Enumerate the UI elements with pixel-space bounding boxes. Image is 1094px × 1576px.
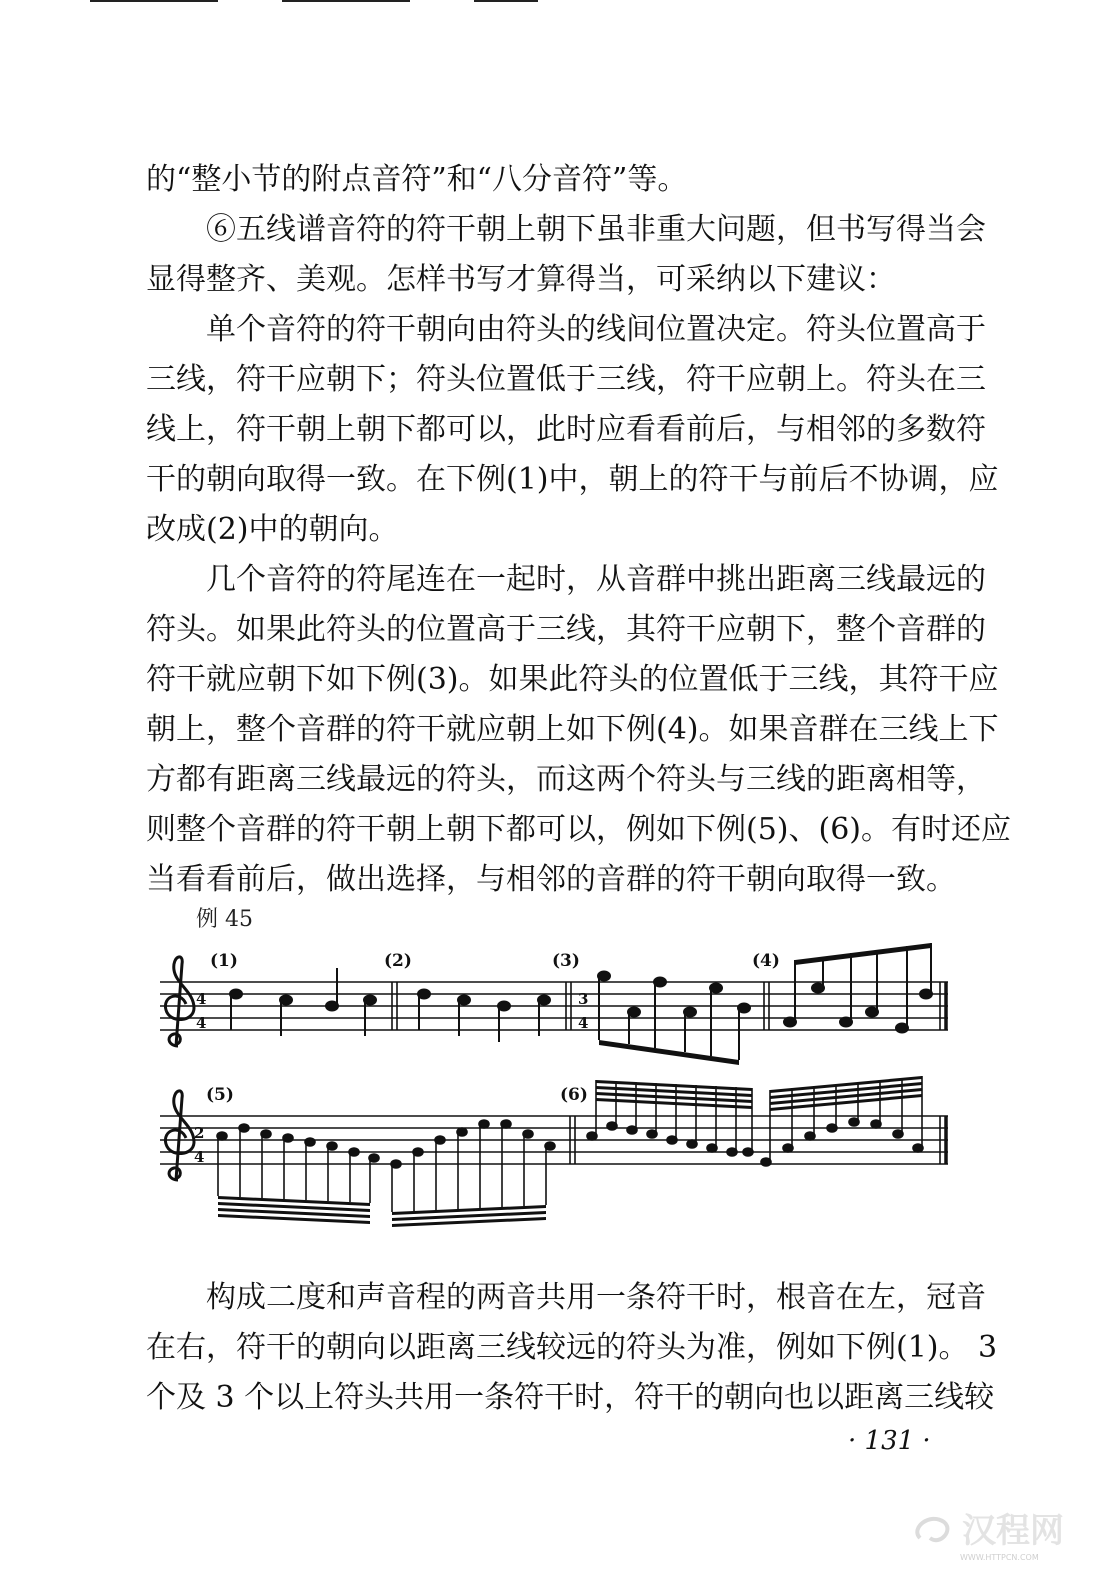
- example-number: (1): [210, 951, 238, 971]
- watermark-text: 汉程网: [962, 1511, 1064, 1551]
- paragraph-second-interval: [146, 1273, 998, 1423]
- example-number: (2): [384, 951, 412, 971]
- text-line: 构成二度和声音程的两音共用一条符干时，根音在左，冠音: [206, 1280, 986, 1315]
- time-signature-top: 2: [194, 1124, 205, 1142]
- example-5-notes: [391, 1120, 555, 1212]
- example-2-notes: [418, 990, 550, 1043]
- text-line: 方都有距离三线最远的符头，而这两个符头与三线的距离相等，: [146, 762, 986, 797]
- text-line: 改成(2)中的朝向。: [146, 512, 399, 547]
- text-line: 的“整小节的附点音符”和“八分音符”等。: [146, 162, 688, 197]
- example-number: (4): [752, 951, 780, 971]
- time-signature-top: 4: [196, 990, 207, 1008]
- treble-clef-icon: [165, 957, 194, 1046]
- text-line: 干的朝向取得一致。在下例(1)中，朝上的符干与前后不协调，应: [146, 462, 999, 497]
- example-number: (3): [552, 951, 580, 971]
- staff-system-2: [160, 1116, 948, 1164]
- text-line: ⑥五线谱音符的符干朝上朝下虽非重大问题，但书写得当会: [206, 212, 986, 247]
- time-signature-bottom: 4: [194, 1148, 205, 1166]
- time-signature-bottom: 4: [196, 1014, 207, 1032]
- text-line: 几个音符的符尾连在一起时，从音群中挑出距离三线最远的: [206, 562, 986, 597]
- staff-system-1: [160, 982, 948, 1030]
- watermark-logo: [900, 1498, 1090, 1568]
- example-number: (6): [560, 1085, 588, 1105]
- text-line: 符头。如果此符头的位置高于三线，其符干应朝下，整个音群的: [146, 612, 986, 647]
- beam-group: [392, 1205, 546, 1227]
- example-label: 例 45: [196, 907, 253, 932]
- beam: [795, 943, 931, 965]
- watermark-url: WWW.HTTPCN.COM: [960, 1553, 1039, 1562]
- beam-group: [596, 1080, 752, 1109]
- text-line: 当看看前后，做出选择，与相邻的音群的符干朝向取得一致。: [146, 862, 956, 897]
- text-line: 三线，符干应朝下；符头位置低于三线，符干应朝上。符头在三: [146, 362, 986, 397]
- text-line: 线上，符干朝上朝下都可以，此时应看看前后，与相邻的多数符: [146, 412, 986, 447]
- example-number: (5): [206, 1085, 234, 1105]
- text-line: 朝上，整个音群的符干就应朝上如下例(4)。如果音群在三线上下: [146, 712, 999, 747]
- watermark-swirl-icon: [917, 1519, 947, 1540]
- text-line: 则整个音群的符干朝上朝下都可以，例如下例(5)、(6)。有时还应: [146, 812, 1011, 847]
- treble-clef-icon: [165, 1091, 194, 1180]
- beam: [599, 1040, 739, 1065]
- text-line: 显得整齐、美观。怎样书写才算得当，可采纳以下建议：: [146, 262, 896, 297]
- text-line: 符干就应朝下如下例(3)。如果此符头的位置低于三线，其符干应: [146, 662, 999, 697]
- text-line: 在右，符干的朝向以距离三线较远的符头为准，例如下例(1)。 3: [146, 1330, 998, 1365]
- text-line: 个及 3 个以上符头共用一条符干时，符干的朝向也以距离三线较: [146, 1380, 995, 1415]
- text-line: 单个音符的符干朝向由符头的线间位置决定。符头位置高于: [206, 312, 986, 347]
- time-signature-top: 3: [578, 990, 589, 1008]
- example-1-notes: [230, 968, 376, 1036]
- beam-group: [218, 1196, 370, 1224]
- page-number: · 131 ·: [848, 1426, 931, 1456]
- time-signature-bottom: 4: [578, 1014, 589, 1032]
